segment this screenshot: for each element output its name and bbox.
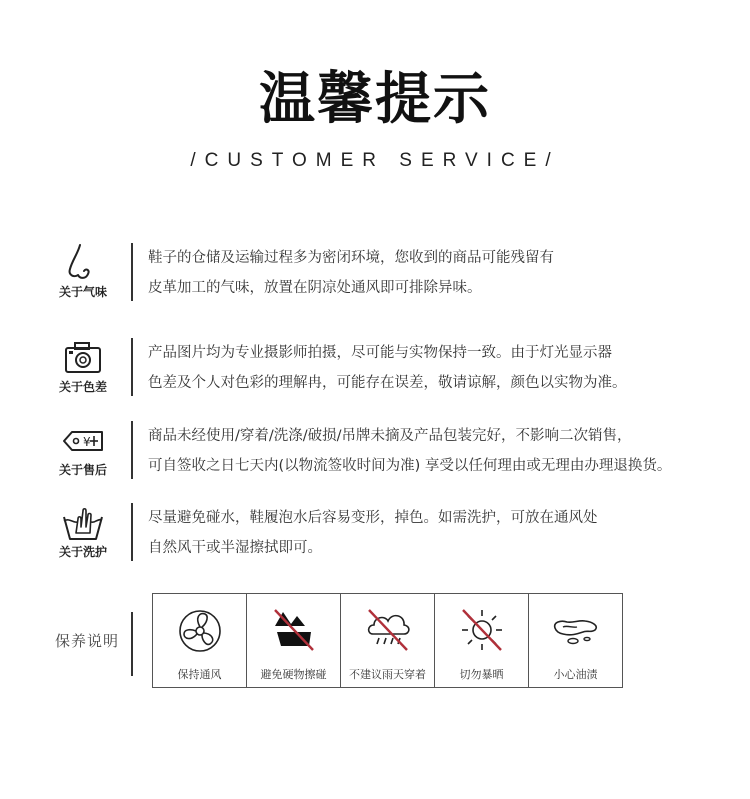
notice-text: 鞋子的仓储及运输过程多为密闭环境，您收到的商品可能残留有 皮革加工的气味，放置在阴凉处通风即可排除异味。 [148, 250, 554, 296]
notice-text: 商品未经使用/穿着/洗涤/破损/吊牌未摘及产品包装完好，不影响二次销售， 可自签收之日七天内(以物流签收时间为准) 享受以任何理由或无理由办理退换货。 [148, 428, 672, 474]
no-hard-object-icon [267, 606, 321, 654]
care-item-no-hard-objects [247, 594, 341, 687]
page-subtitle: /CUSTOMER SERVICE/ [190, 150, 560, 171]
divider [131, 503, 133, 561]
care-item-no-rain [341, 594, 435, 687]
care-title: 保养说明 [55, 632, 120, 650]
care-item-oil [529, 594, 622, 687]
notice-text: 尽量避免碰水，鞋履泡水后容易变形，掉色。如需洗护，可放在通风处 自然风干或半湿擦拭即可。 [148, 510, 598, 556]
notice-odor [0, 243, 750, 305]
divider [131, 421, 133, 479]
notice-aftersales [0, 421, 750, 483]
no-rain-icon [361, 606, 415, 654]
camera-icon [56, 338, 108, 378]
notice-text: 产品图片均为专业摄影师拍摄，尽可能与实物保持一致。由于灯光显示器 色差及个人对色彩的理解冉，可能存在误差，敬请谅解，颜色以实物为准。 [148, 345, 627, 391]
divider [131, 338, 133, 396]
care-table [152, 593, 623, 688]
divider [131, 612, 133, 676]
page-title: 温馨提示 [259, 67, 491, 132]
notice-label: 关于气味 [58, 285, 107, 299]
care-label: 不建议雨天穿着 [349, 668, 426, 681]
no-sun-icon [455, 606, 509, 654]
care-label: 小心油渍 [553, 668, 598, 681]
care-item-ventilate [153, 594, 247, 687]
notice-label: 关于洗护 [58, 545, 107, 559]
tag-icon [56, 421, 108, 461]
fan-icon [173, 606, 227, 654]
washing-icon [56, 503, 108, 543]
care-label: 保持通风 [177, 668, 222, 681]
nose-icon [56, 243, 108, 283]
notice-label: 关于色差 [58, 380, 107, 394]
notice-color [0, 338, 750, 400]
oil-stain-icon [549, 606, 603, 654]
divider [131, 243, 133, 301]
notice-washing [0, 503, 750, 565]
care-item-no-sun [435, 594, 529, 687]
care-label: 避免硬物擦碰 [260, 668, 327, 681]
care-label: 切勿暴晒 [459, 668, 504, 681]
svg-text:¥: ¥ [83, 435, 91, 449]
notice-label: 关于售后 [58, 463, 107, 477]
